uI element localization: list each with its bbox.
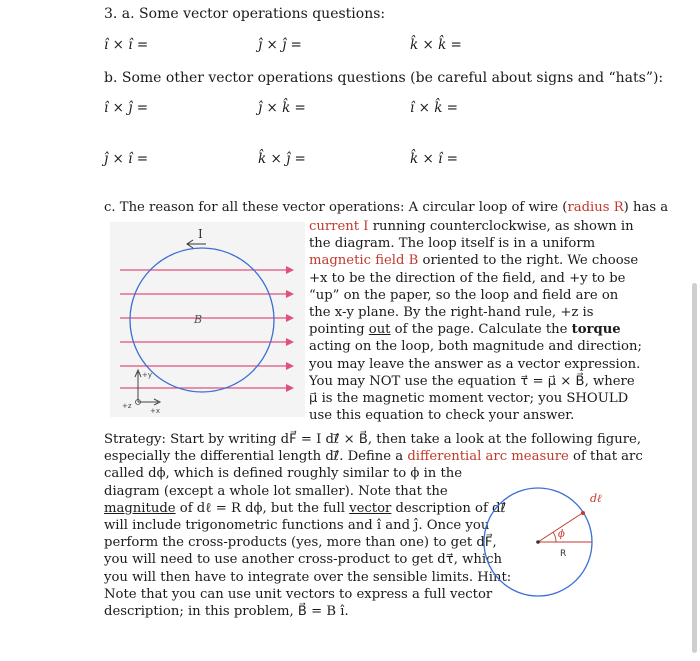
- part-c-line: you may leave the answer as a vector expression.: [309, 356, 641, 372]
- question-jxk: ĵ × k̂ =: [258, 100, 306, 116]
- part-c-line: You may NOT use the equation τ⃗ = μ⃗ × B⃗, where: [309, 373, 635, 389]
- strategy-line: will include trigonometric functions and î and ĵ. Once you: [104, 518, 490, 534]
- strategy-line: Note that you can use unit vectors to express a full vector: [104, 586, 493, 602]
- strategy-line: description; in this problem, B⃗ = B î.: [104, 604, 349, 620]
- part-a-heading: 3. a. Some vector operations questions:: [104, 6, 386, 22]
- arc-point: [581, 511, 585, 515]
- angle-arc: [553, 532, 556, 542]
- strategy-line: of dℓ = R dϕ, but the full: [175, 500, 350, 516]
- part-c-line: of the page. Calculate the: [390, 322, 572, 338]
- part-c-line: running counterclockwise, as shown in: [368, 219, 634, 234]
- question-ixi: î × î =: [104, 37, 149, 53]
- question-jxj: ĵ × ĵ =: [258, 37, 302, 53]
- strategy-line: Strategy: Start by writing dF⃗ = I dℓ⃗ × B⃗, then take a look at the following figure,: [104, 432, 642, 447]
- question-kxi: k̂ × î =: [410, 151, 458, 167]
- radius-label: R: [560, 549, 567, 559]
- part-c-line: pointing: [309, 322, 369, 338]
- field-label: B: [194, 313, 203, 326]
- x-axis-label: +x: [150, 407, 161, 415]
- question-jxi: ĵ × î =: [104, 151, 149, 167]
- out-underlined: out: [368, 322, 391, 338]
- strategy-line: you will need to use another cross-product to get dτ⃗, which: [104, 552, 502, 568]
- part-c-line: use this equation to check your answer.: [309, 408, 575, 424]
- current-highlight: current I: [309, 219, 369, 234]
- part-c-line: the x-y plane. By the right-hand rule, +z is: [309, 305, 594, 321]
- strategy-line: you will then have to integrate over the sensible limits. Hint:: [104, 569, 512, 585]
- strategy-line: especially the differential length dℓ⃗. Define a: [104, 449, 408, 465]
- part-c-paragraph: [309, 218, 642, 424]
- question-ixj: î × ĵ =: [104, 100, 149, 116]
- part-c-prefix: c. The reason for all these vector operations: A circular loop of wire (: [104, 200, 568, 215]
- arc-figure: [472, 482, 606, 612]
- part-c-line: +x to be the direction of the field, and +y to be: [309, 270, 626, 286]
- vector-underlined: vector: [349, 500, 392, 516]
- z-axis-label: +z: [122, 402, 132, 410]
- scrollbar[interactable]: [692, 283, 697, 653]
- strategy-line: of that arc: [568, 449, 643, 465]
- angle-label: ϕ: [558, 529, 565, 540]
- magnitude-underlined: magnitude: [104, 500, 176, 516]
- arc-measure-highlight: differential arc measure: [407, 449, 569, 465]
- torque-bold: torque: [571, 322, 621, 338]
- part-c-line: acting on the loop, both magnitude and direction;: [309, 339, 642, 355]
- question-kxk: k̂ × k̂ =: [410, 37, 462, 53]
- question-ixk: î × k̂ =: [410, 100, 458, 116]
- part-b-heading: b. Some other vector operations questions (be careful about signs and “hats”):: [104, 70, 664, 86]
- part-c-first-line: [104, 200, 668, 215]
- current-label: I: [198, 227, 203, 241]
- question-kxj: k̂ × ĵ =: [258, 151, 306, 167]
- part-c-line: oriented to the right. We choose: [418, 253, 639, 269]
- arc-length-label: dℓ: [590, 492, 602, 505]
- strategy-line: diagram (except a whole lot smaller). Note that the: [104, 483, 448, 499]
- part-c-line: the diagram. The loop itself is in a uniform: [309, 236, 596, 252]
- part-c-line: μ⃗ is the magnetic moment vector; you SHOULD: [309, 391, 629, 407]
- y-axis-label: +y: [142, 371, 153, 379]
- strategy-line: called dϕ, which is defined roughly similar to ϕ in the: [104, 466, 463, 482]
- field-highlight: magnetic field B: [309, 253, 419, 269]
- strategy-line: description of dℓ⃗: [391, 500, 506, 516]
- strategy-line: perform the cross-products (yes, more than one) to get dF⃗,: [104, 535, 497, 551]
- part-c-line: “up” on the paper, so the loop and field are on: [309, 287, 619, 303]
- radius-highlight: radius R: [567, 200, 624, 215]
- loop-field-figure: [110, 222, 305, 417]
- center-point: [536, 540, 540, 544]
- part-c-suffix: ) has a: [623, 200, 669, 215]
